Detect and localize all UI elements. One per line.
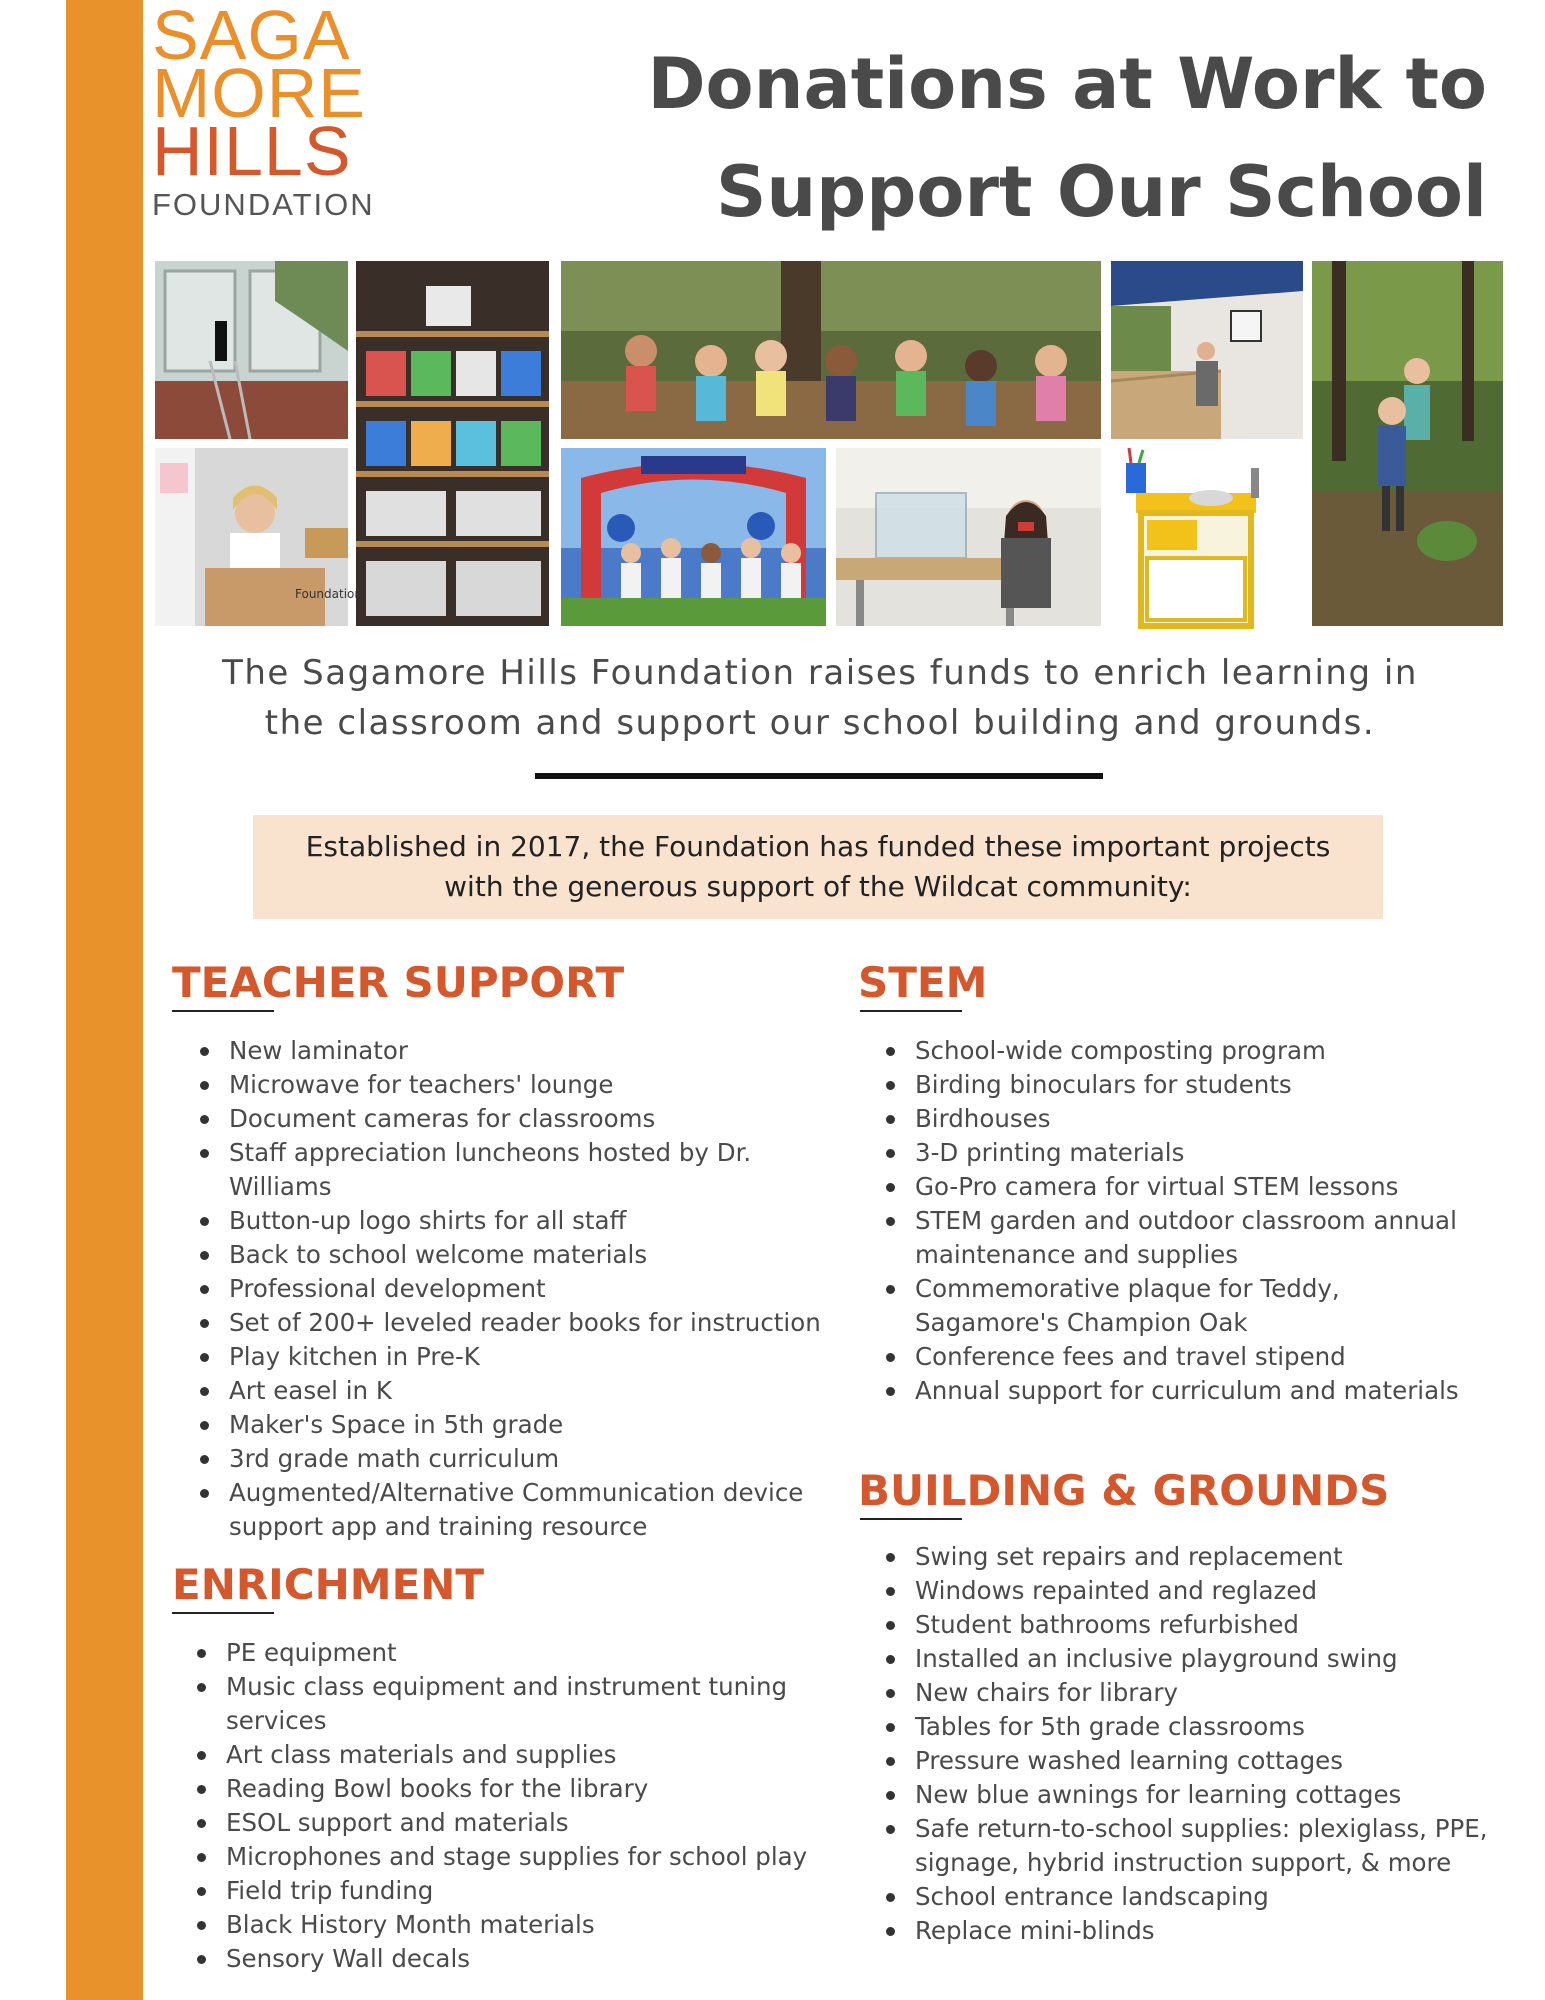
page-title (587, 30, 1487, 246)
teacher-support-list (198, 1034, 838, 1544)
intro-line-2: the classroom and support our school building and grounds. (264, 703, 1376, 743)
list-item: Microwave for teachers' lounge (198, 1068, 838, 1102)
list-item: New laminator (198, 1034, 838, 1068)
logo-line-hills: HILLS (152, 112, 352, 190)
building-grounds-underline (860, 1518, 962, 1520)
list-item: Augmented/Alternative Communication device support app and training resource (198, 1476, 838, 1544)
list-item: Play kitchen in Pre-K (198, 1340, 838, 1374)
play-kitchen-photo (1111, 448, 1303, 626)
stem-underline (860, 1010, 962, 1012)
list-item: Field trip funding (195, 1874, 835, 1908)
list-item: New chairs for library (884, 1676, 1494, 1710)
list-item: School-wide composting program (884, 1034, 1484, 1068)
awning-cottage-photo (1111, 261, 1303, 439)
list-item: Art easel in K (198, 1374, 838, 1408)
established-line-1: Established in 2017, the Foundation has funded these important projects (305, 830, 1331, 863)
list-item: Windows repainted and reglazed (884, 1574, 1494, 1608)
building-grounds-list (884, 1540, 1494, 1948)
stem-list (884, 1034, 1484, 1408)
svg-text:Foundation: Foundation (295, 587, 362, 601)
list-item: Birdhouses (884, 1102, 1484, 1136)
established-line-2: with the generous support of the Wildcat community: (444, 870, 1192, 903)
list-item: PE equipment (195, 1636, 835, 1670)
divider-rule (535, 773, 1103, 779)
list-item: Professional development (198, 1272, 838, 1306)
title-line-1: Donations at Work to (647, 43, 1487, 125)
garden-students-photo (1312, 261, 1503, 626)
list-item: Tables for 5th grade classrooms (884, 1710, 1494, 1744)
list-item: Safe return-to-school supplies: plexiglass, PPE, signage, hybrid instruction support, & more (884, 1812, 1494, 1880)
list-item: Conference fees and travel stipend (884, 1340, 1484, 1374)
enrichment-underline (172, 1612, 274, 1614)
list-item: Back to school welcome materials (198, 1238, 838, 1272)
list-item: Birding binoculars for students (884, 1068, 1484, 1102)
logo-line-foundation: FOUNDATION (152, 187, 375, 222)
fun-run-photo (561, 448, 826, 626)
list-item: Sensory Wall decals (195, 1942, 835, 1976)
list-item: Music class equipment and instrument tuning services (195, 1670, 835, 1738)
teacher-support-underline (172, 1010, 274, 1012)
list-item: ESOL support and materials (195, 1806, 835, 1840)
teacher-support-heading: TEACHER SUPPORT (172, 958, 625, 1007)
list-item: Button-up logo shirts for all staff (198, 1204, 838, 1238)
list-item: 3rd grade math curriculum (198, 1442, 838, 1476)
classroom-shelves-photo (356, 261, 549, 626)
list-item: Commemorative plaque for Teddy, Sagamore's Champion Oak (884, 1272, 1484, 1340)
list-item: Pressure washed learning cottages (884, 1744, 1494, 1778)
established-callout (253, 815, 1383, 919)
list-item: Document cameras for classrooms (198, 1102, 838, 1136)
list-item: Staff appreciation luncheons hosted by Dr. Williams (198, 1136, 838, 1204)
intro-line-1: The Sagamore Hills Foundation raises funds to enrich learning in (222, 653, 1418, 693)
list-item: Maker's Space in 5th grade (198, 1408, 838, 1442)
list-item: STEM garden and outdoor classroom annual maintenance and supplies (884, 1204, 1484, 1272)
list-item: Student bathrooms refurbished (884, 1608, 1494, 1642)
list-item: Swing set repairs and replacement (884, 1540, 1494, 1574)
enrichment-heading: ENRICHMENT (172, 1560, 485, 1609)
title-line-2: Support Our School (715, 151, 1487, 233)
list-item: School entrance landscaping (884, 1880, 1494, 1914)
list-item: Go-Pro camera for virtual STEM lessons (884, 1170, 1484, 1204)
birding-binoculars-photo (561, 261, 1101, 439)
orange-side-bar (66, 0, 143, 2000)
list-item: New blue awnings for learning cottages (884, 1778, 1494, 1812)
plexiglass-desk-photo (836, 448, 1101, 626)
list-item: 3-D printing materials (884, 1136, 1484, 1170)
logo-line-more: MORE (152, 54, 366, 132)
list-item: Set of 200+ leveled reader books for instruction (198, 1306, 838, 1340)
sagamore-hills-logo (152, 0, 392, 256)
list-item: Microphones and stage supplies for school play (195, 1840, 835, 1874)
list-item: Replace mini-blinds (884, 1914, 1494, 1948)
window-repair-photo (155, 261, 348, 439)
building-grounds-heading: BUILDING & GROUNDS (858, 1466, 1390, 1515)
stem-heading: STEM (858, 958, 988, 1007)
list-item: Reading Bowl books for the library (195, 1772, 835, 1806)
enrichment-list (195, 1636, 835, 1976)
list-item: Art class materials and supplies (195, 1738, 835, 1772)
teacher-box-photo (155, 448, 362, 626)
list-item: Black History Month materials (195, 1908, 835, 1942)
list-item: Annual support for curriculum and materials (884, 1374, 1484, 1408)
list-item: Installed an inclusive playground swing (884, 1642, 1494, 1676)
intro-text (180, 648, 1460, 748)
logo-line-saga: SAGA (152, 0, 351, 74)
